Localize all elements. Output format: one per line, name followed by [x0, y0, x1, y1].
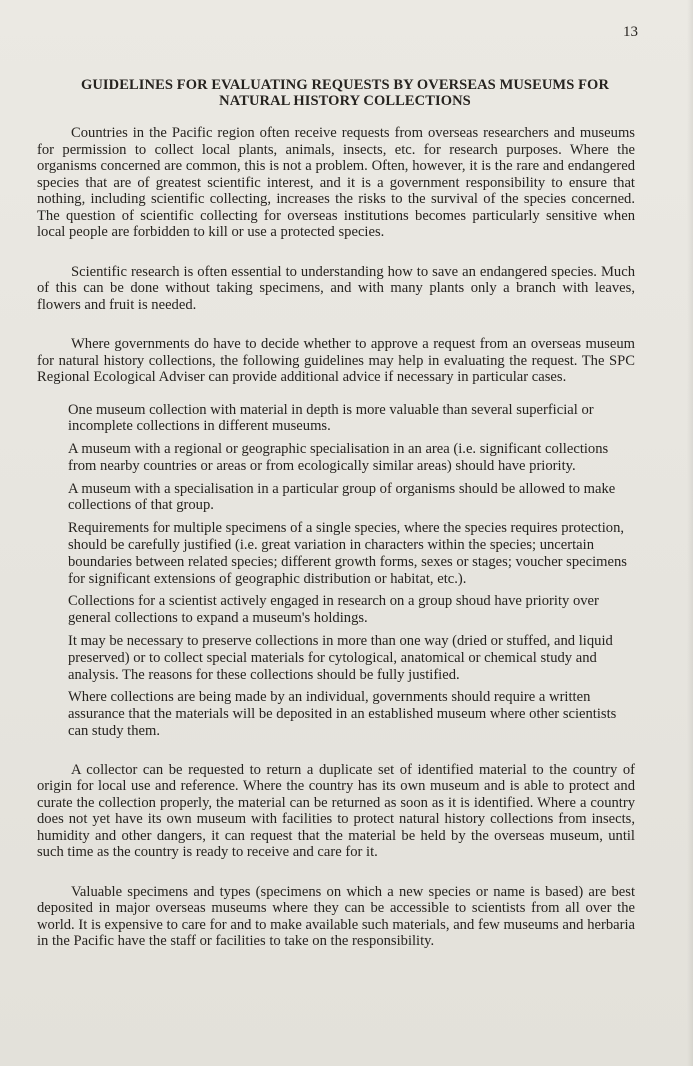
- guideline-item: Where collections are being made by an individual, governments should require a written assurance that the materials will be deposited in an established museum where other scientists can study them.: [68, 689, 617, 740]
- guideline-item: It may be necessary to preserve collections in more than one way (dried or stuffed, and liquid preserved) or to collect special materials for cytological, anatomical or chemical study and analysis. The reasons for these collections should be fully justified.: [68, 633, 613, 683]
- paragraph-types: Valuable specimens and types (specimens on which a new species or name is based) are best deposited in major overseas museums where they can be accessible to scientists from all over the world. It is expensive to care for and to make available such materials, and few museums and herbaria in the Pacific have the staff or facilities to take on the responsibility.: [37, 883, 635, 950]
- page-title: [40, 77, 650, 109]
- guideline-item: Requirements for multiple specimens of a single species, where the species requires protection, should be carefully justified (i.e. great variation in characters within the species; uncertain boundaries between related species; different growth forms, sexes or stages; voucher specimens for significant extensions of geographic distribution or habitat, etc.).: [68, 520, 627, 587]
- title-line-1: GUIDELINES FOR EVALUATING REQUESTS BY OVERSEAS MUSEUMS FOR: [80, 77, 610, 93]
- guideline-item: A museum with a specialisation in a particular group of organisms should be allowed to make collections of that group.: [68, 480, 616, 514]
- paragraph-decision: Where governments do have to decide whether to approve a request from an overseas museum for natural history collections, the following guidelines may help in evaluating the request. The SPC Regional Ecological Adviser can provide additional advice if necessary in particular cases.: [37, 336, 635, 385]
- guideline-item: A museum with a regional or geographic specialisation in an area (i.e. significant collections from nearby countries or areas or from ecologically similar areas) should have priority.: [68, 441, 609, 474]
- title-line-2: NATURAL HISTORY COLLECTIONS: [219, 93, 471, 109]
- guidelines-list: [37, 402, 635, 740]
- paragraph-duplicates: A collector can be requested to return a duplicate set of identified material to the country of origin for local use and reference. Where the country has its own museum and is able to protect and curate the collection properly, the material can be returned as soon as it is identified. Where a country does not yet have its own museum with facilities to protect natural history collections from insects, humidity and other dangers, it can request that the material be held by the overseas museum, until such time as the country is ready to receive and care for it.: [37, 761, 635, 861]
- guideline-item: Collections for a scientist actively engaged in research on a group shoud have priority over general collections to expand a museum's holdings.: [68, 593, 599, 627]
- page-number: 13: [623, 24, 638, 40]
- document-body: [37, 125, 635, 950]
- paragraph-research: Scientific research is often essential to understanding how to save an endangered species. Much of this can be done without taking specimens, and with many plants only a branch with leaves, flowers and fruit is needed.: [37, 263, 635, 313]
- paragraph-intro: Countries in the Pacific region often receive requests from overseas researchers and museums for permission to collect local plants, animals, insects, etc. for research purposes. Where the organisms concerned are common, this is not a problem. Often, however, it is the rare and endangered species that are of greatest scientific interest, and it is a government responsibility to ensure that nothing, including scientific collecting, increases the risks to the survival of the species concerned. The question of scientific collecting for overseas institutions becomes particularly sensitive when local people are forbidden to kill or use a protected species.: [37, 125, 635, 240]
- page-edge-shadow: [687, 0, 693, 1066]
- guideline-item: One museum collection with material in depth is more valuable than several superficial or incomplete collections in different museums.: [68, 401, 594, 435]
